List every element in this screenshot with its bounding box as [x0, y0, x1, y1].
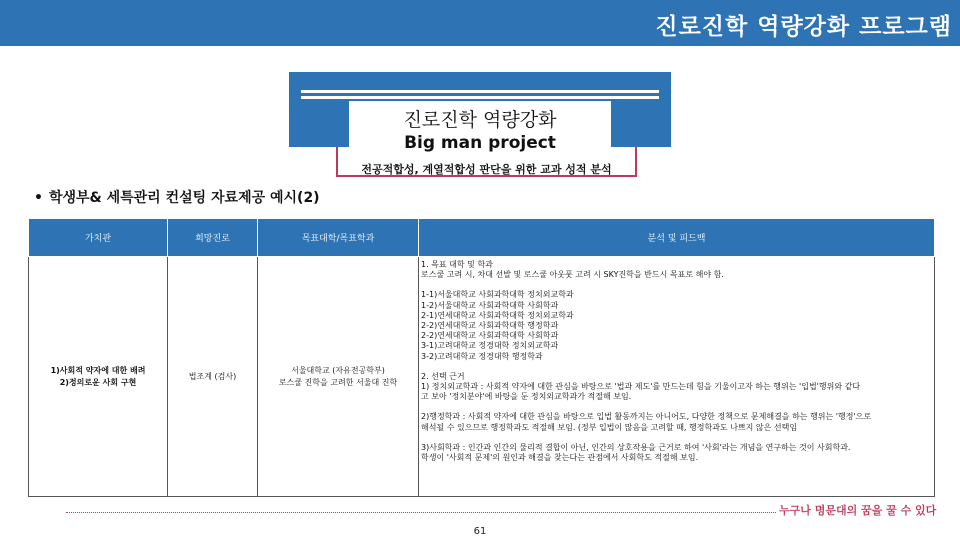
analysis-lines [421, 260, 932, 463]
target-item: 서울대학교 (자유전공학부) [291, 365, 385, 375]
analysis-gap [421, 433, 932, 443]
analysis-line: 2. 선택 근거 [421, 371, 465, 381]
analysis-line: 1-1)서울대학교 사회과학대학 정치외교학과 [421, 290, 574, 300]
program-banner [289, 72, 671, 153]
analysis-gap [421, 362, 932, 372]
analysis-line: 1-2)서울대학교 사회과학대학 사회학과 [421, 300, 559, 310]
career-cell: 법조계 (검사) [168, 257, 258, 497]
analysis-gap [421, 280, 932, 290]
analysis-line: 3)사회학과 : 인간과 인간의 물리적 결합이 아닌, 인간의 상호작용을 근거로 하여 '사회'라는 개념을 연구하는 것이 사회학과. [421, 442, 851, 452]
table-header-row [29, 219, 935, 257]
section-heading-text: 학생부& 세특관리 컨설팅 자료제공 예시(2) [48, 190, 320, 206]
analysis-line: 2-1)연세대학교 사회과학대학 정치외교학과 [421, 310, 574, 320]
table-row [29, 257, 935, 497]
banner-subtitle: Big man project [404, 133, 556, 153]
analysis-line: 로스쿨 고려 시, 차대 선발 및 로스쿨 아웃풋 고려 시 SKY진학을 반드시 목표로 해야 함. [421, 270, 724, 280]
analysis-line: 2-2)연세대학교 사회과학대학 행정학과 [421, 321, 559, 331]
footer-divider [66, 512, 776, 513]
header-career: 희망진로 [168, 219, 258, 257]
consulting-table [28, 218, 935, 497]
analysis-line: 고 보아 '정치분야'에 바탕을 둔 정치외교학과가 적절해 보임. [421, 392, 632, 402]
header-bar [0, 0, 960, 46]
value-item: 1)사회적 약자에 대한 배려 [50, 365, 146, 375]
analysis-line: 1. 목표 대학 및 학과 [421, 260, 493, 269]
target-cell [258, 257, 419, 497]
footer-slogan: 누구나 명문대의 꿈을 꿀 수 있다 [779, 504, 937, 517]
header-analysis: 분석 및 피드백 [419, 219, 935, 257]
header-values: 가치관 [29, 219, 168, 257]
banner-inner [349, 101, 611, 153]
target-item: 로스쿨 진학을 고려한 서울대 진학 [278, 377, 398, 387]
analysis-gap [421, 402, 932, 412]
analysis-line: 해석될 수 있으므로 행정학과도 적절해 보임. (정부 입법이 많음을 고려할 때, 행정학과도 나쁘지 않은 선택임 [421, 422, 798, 432]
page-number: 61 [473, 526, 487, 537]
values-cell [29, 257, 168, 497]
header-title: 진로진학 역량강화 프로그램 [655, 14, 952, 40]
analysis-line: 1) 정치외교학과 : 사회적 약자에 대한 관심을 바탕으로 '법과 제도'를 만드는데 힘을 기울이고자 하는 행위는 '입법'행위와 같다 [421, 382, 861, 392]
analysis-cell [419, 257, 935, 497]
analysis-line: 2)행정학과 : 사회적 약자에 대한 관심을 바탕으로 입법 활동까지는 아니어도, 다양한 정책으로 문제해결을 하는 행위는 '행정'으로 [421, 412, 872, 422]
analysis-line: 3-1)고려대학교 정경대학 정치외교학과 [421, 341, 559, 351]
value-item: 2)정의로운 사회 구현 [59, 377, 137, 387]
banner-stripe [301, 90, 659, 93]
analysis-line: 3-2)고려대학교 정경대학 행정학과 [421, 351, 543, 361]
analysis-line: 2-2)연세대학교 사회과학대학 사회학과 [421, 331, 559, 341]
bullet-icon: • [34, 190, 43, 206]
banner-stripe [301, 96, 659, 99]
analysis-line: 학생이 '사회적 문제'의 원인과 해결을 찾는다는 관점에서 사회학도 적절해 보임. [421, 453, 699, 463]
analysis-subtitle: 전공적합성, 계열적합성 판단을 위한 교과 성적 분석 [336, 147, 637, 177]
section-heading [34, 187, 320, 207]
banner-title: 진로진학 역량강화 [403, 109, 557, 131]
header-target: 목표대학/목표학과 [258, 219, 419, 257]
